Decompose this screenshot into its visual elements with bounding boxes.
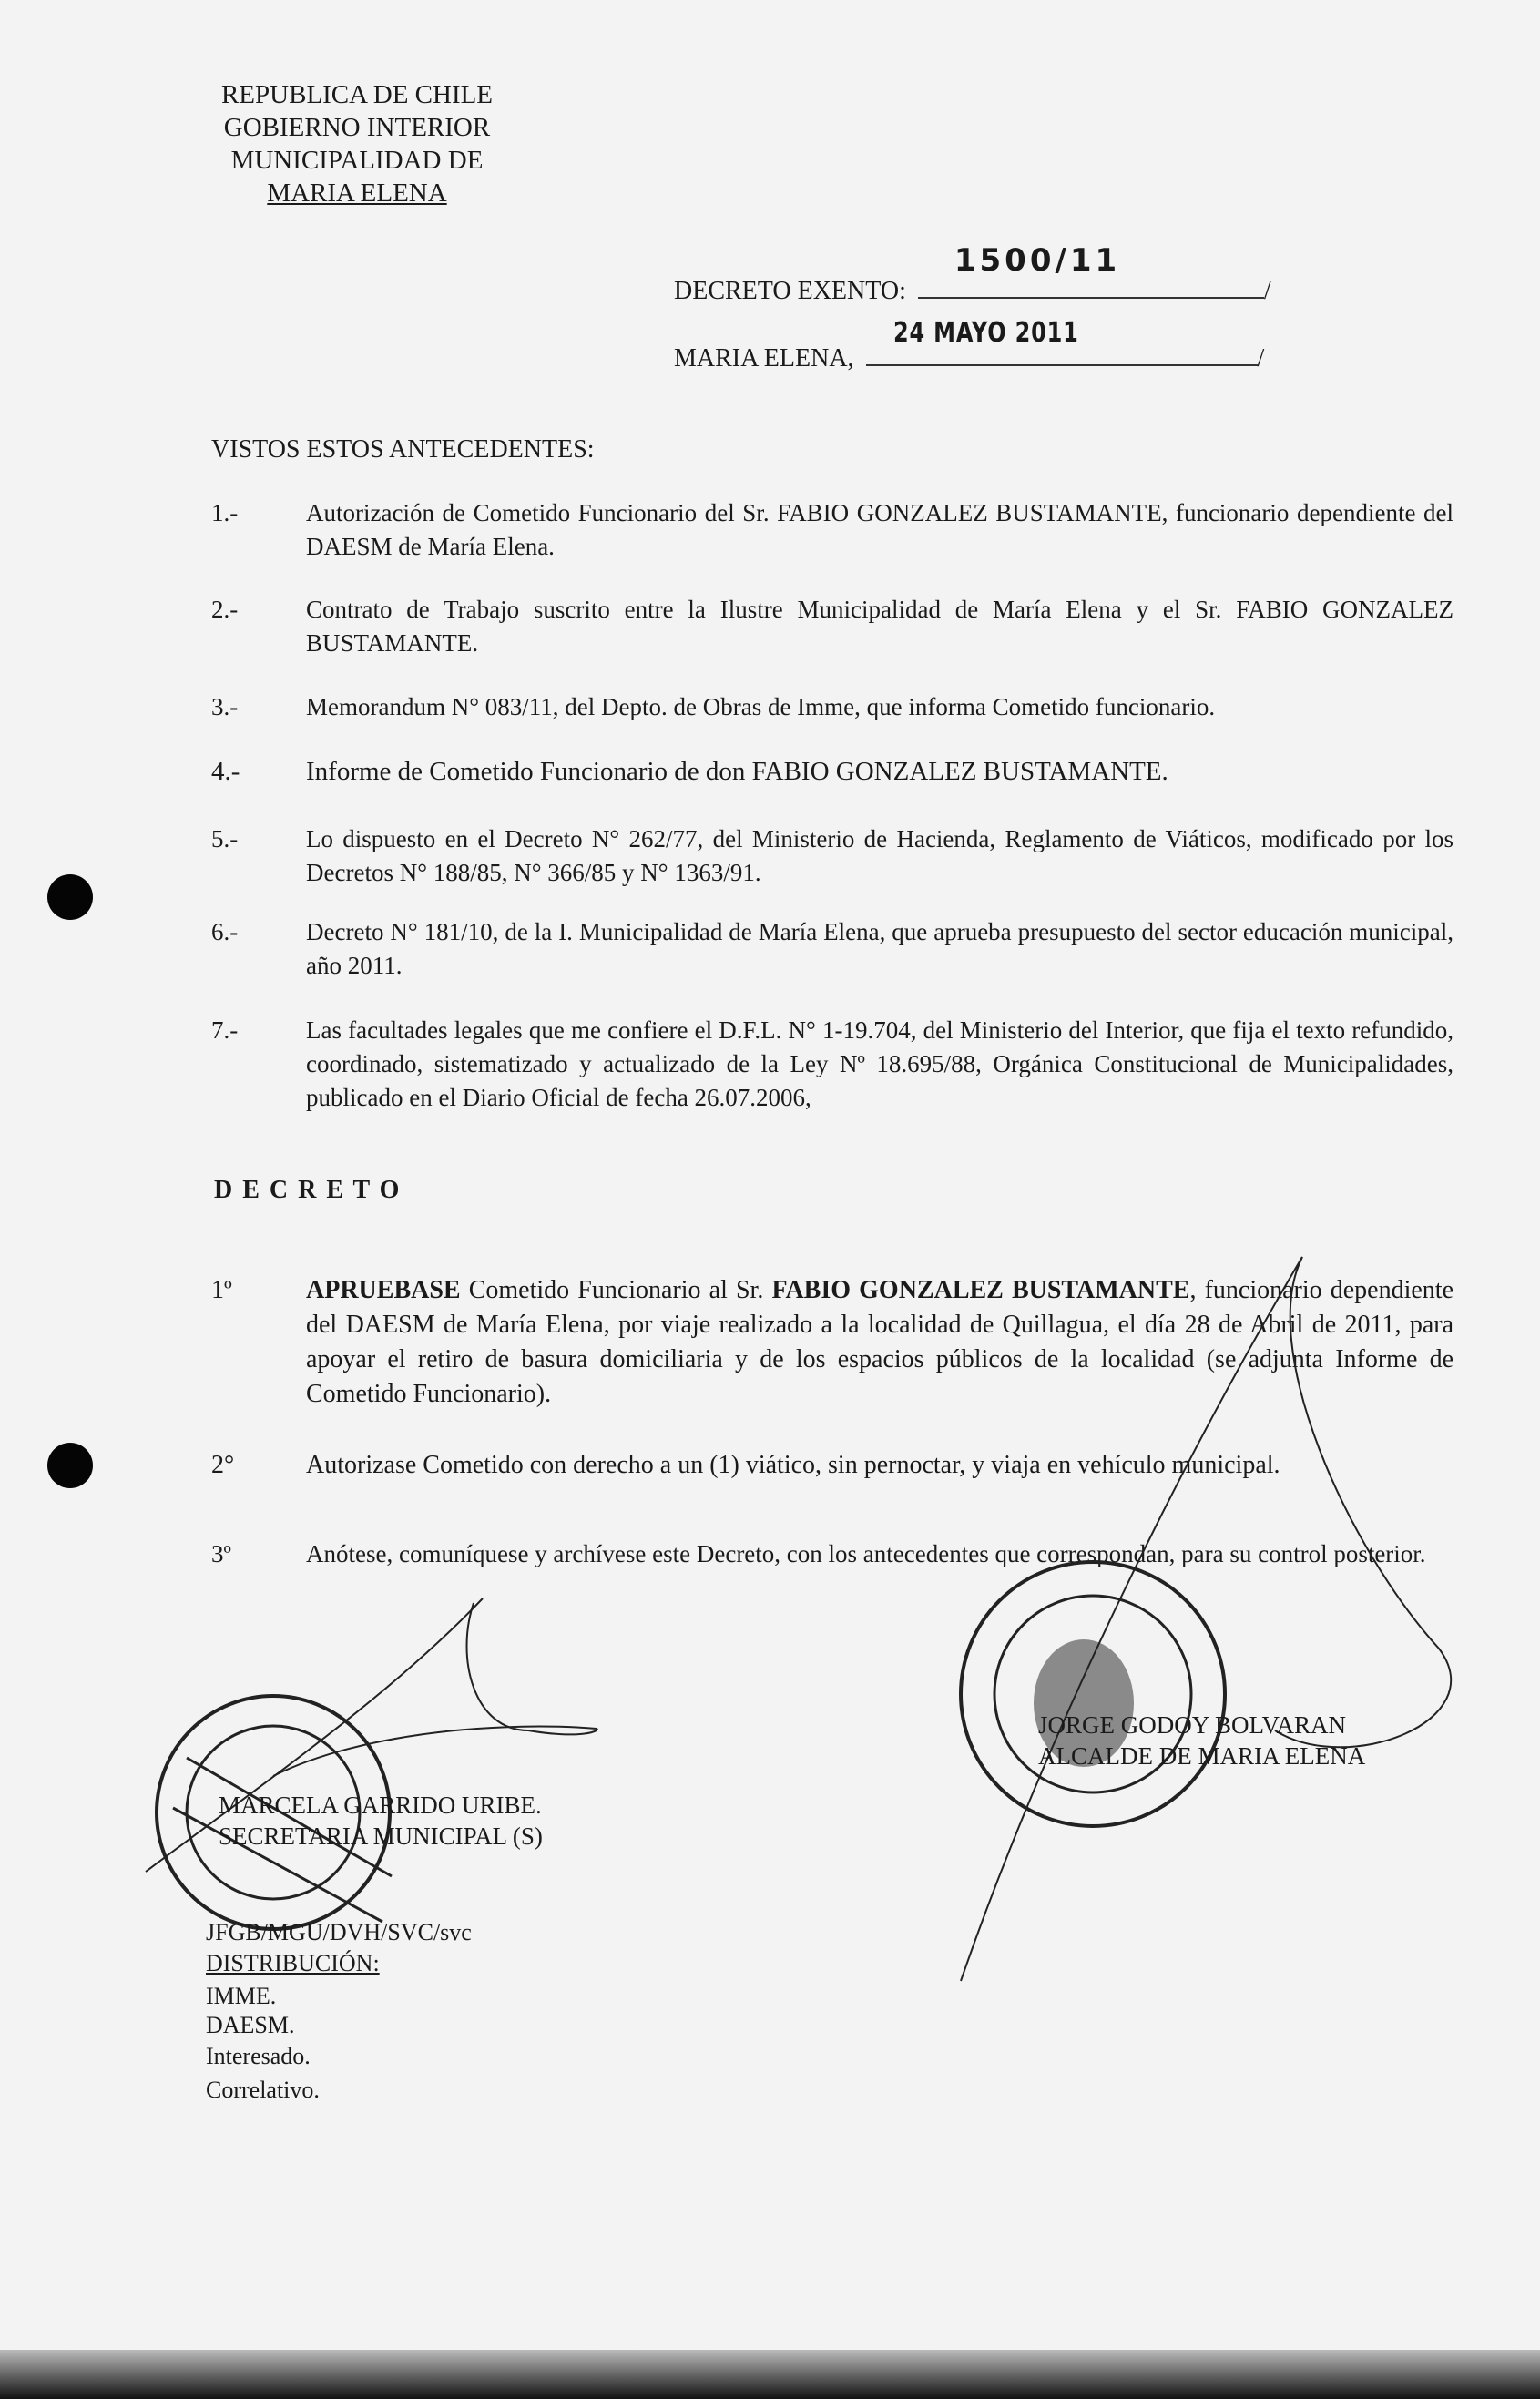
letterhead-line: MUNICIPALIDAD DE bbox=[230, 146, 484, 175]
scan-edge bbox=[0, 2350, 1540, 2399]
alcalde-signature-block bbox=[1038, 1710, 1365, 1771]
vistos-item: 6.- Decreto N° 181/10, de la I. Municipalidad de María Elena, que aprueba presupuesto del sector educación municipal, año 2011. bbox=[211, 918, 1453, 979]
vistos-title: VISTOS ESTOS ANTECEDENTES: bbox=[211, 435, 595, 464]
distribucion-item: DAESM. bbox=[206, 2012, 295, 2038]
distribucion-title: DISTRIBUCIÓN: bbox=[206, 1950, 380, 1976]
decreto-item: 1º APRUEBASE Cometido Funcionario al Sr. FABIO GONZALEZ BUSTAMANTE, funcionario dependiente del DAESM de María Elena, por viaje realizado a la localidad de Quillagua, el día 28 de Abril de 2011, para apoyar el retiro de basura domiciliaria y de los espacios públicos de la localidad (se adjunta Informe de Cometido Funcionario). bbox=[211, 1276, 1454, 1408]
vistos-item: 7.- Las facultades legales que me confiere el D.F.L. N° 1-19.704, del Ministerio del Interior, que fija el texto refundido, coordinado, sistematizado y actualizado de la Ley Nº 18.695/88, Orgánica Constitucional de Municipalidades, publicado en el Diario Oficial de fecha 26.07.2006, bbox=[211, 1016, 1453, 1111]
decreto-item: 2° Autorizase Cometido con derecho a un (1) viático, sin pernoctar, y viaja en vehículo municipal. bbox=[211, 1451, 1280, 1479]
fecha-label: MARIA ELENA, bbox=[674, 344, 854, 373]
vistos-item: 2.- Contrato de Trabajo suscrito entre la Ilustre Municipalidad de María Elena y el Sr. FABIO GONZALEZ BUSTAMANTE. bbox=[211, 596, 1453, 657]
fecha-value: 24 MAYO 2011 bbox=[892, 317, 1079, 349]
initials: JFGB/MGU/DVH/SVC/svc bbox=[206, 1919, 472, 1945]
decreto-title: D E C R E T O bbox=[214, 1176, 402, 1204]
distribucion-item: Correlativo. bbox=[206, 2077, 320, 2103]
letterhead-line: GOBIERNO INTERIOR bbox=[223, 113, 491, 142]
secretaria-name: MARCELA GARRIDO URIBE. bbox=[219, 1792, 542, 1819]
vistos-item: 1.- Autorización de Cometido Funcionario del Sr. FABIO GONZALEZ BUSTAMANTE, funcionario dependiente del DAESM de María Elena. bbox=[211, 499, 1453, 560]
secretaria-signature-block bbox=[219, 1790, 543, 1852]
distribucion-item: Interesado. bbox=[206, 2043, 311, 2069]
vistos-item: 5.- Lo dispuesto en el Decreto N° 262/77, del Ministerio de Hacienda, Reglamento de Viáticos, modificado por los Decretos N° 188/85, N° 366/85 y N° 1363/91. bbox=[211, 825, 1453, 886]
letterhead-line: MARIA ELENA bbox=[267, 179, 447, 208]
distribucion-item: IMME. bbox=[206, 1983, 277, 2009]
alcalde-name: JORGE GODOY BOLVARAN bbox=[1038, 1711, 1347, 1739]
decreto-number: 1500/11 bbox=[954, 242, 1121, 279]
vistos-item: 3.- Memorandum N° 083/11, del Depto. de Obras de Imme, que informa Cometido funcionario. bbox=[211, 693, 1216, 720]
decreto-exento-field: DECRETO EXENTO: 1500/11 / bbox=[674, 242, 1271, 305]
fecha-field: MARIA ELENA, 24 MAYO 2011 / bbox=[674, 317, 1265, 373]
alcalde-role: ALCALDE DE MARIA ELENA bbox=[1038, 1742, 1366, 1770]
secretaria-role: SECRETARIA MUNICIPAL (S) bbox=[219, 1822, 543, 1850]
signature-lines bbox=[146, 1257, 1454, 1981]
punch-hole bbox=[47, 874, 93, 920]
decreto-exento-label: DECRETO EXENTO: bbox=[674, 277, 906, 305]
decreto-item: 3º Anótese, comuníquese y archívese este Decreto, con los antecedentes que correspondan, para su control posterior. bbox=[211, 1540, 1426, 1567]
punch-hole bbox=[47, 1443, 93, 1488]
vistos-item: 4.- Informe de Cometido Funcionario de don FABIO GONZALEZ BUSTAMANTE. bbox=[211, 757, 1168, 786]
alcalde-stamp bbox=[961, 1562, 1225, 1826]
letterhead-line: REPUBLICA DE CHILE bbox=[220, 80, 494, 109]
